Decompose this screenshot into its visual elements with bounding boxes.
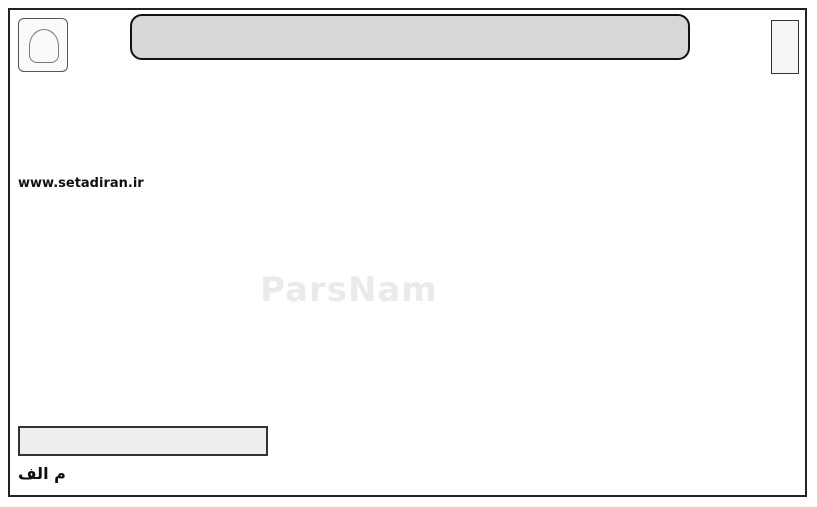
signature-box: [18, 426, 268, 456]
notice-body: [18, 84, 799, 420]
footer-serial: م الف: [18, 464, 66, 483]
website-url: www.setadiran.ir: [18, 176, 144, 191]
title-banner: [130, 14, 690, 60]
edition-label: [771, 20, 799, 74]
municipality-emblem-icon: [18, 18, 68, 72]
